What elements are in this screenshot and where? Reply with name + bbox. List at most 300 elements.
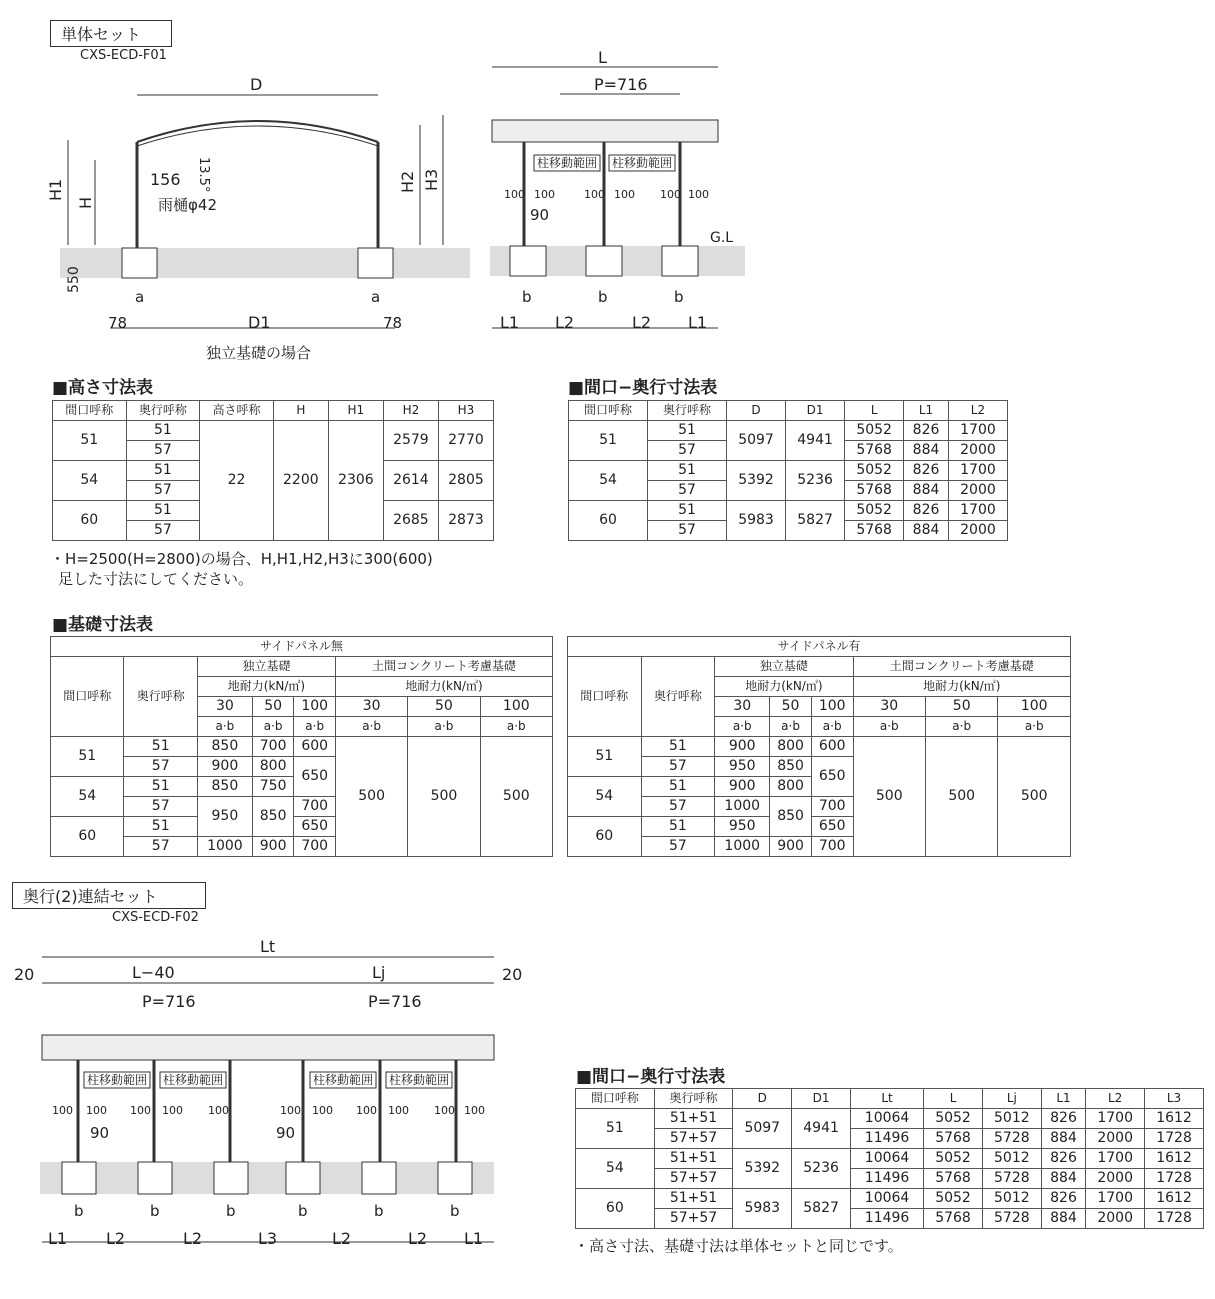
th: L xyxy=(924,1089,983,1109)
cell: 57+57 xyxy=(654,1169,733,1189)
cell: 750 xyxy=(252,777,294,797)
j-L2-4: L2 xyxy=(408,1229,428,1248)
hundred-2: 100 xyxy=(534,188,555,201)
dim-P: P=716 xyxy=(594,75,648,94)
cell: 57 xyxy=(641,797,715,817)
set1-label: 単体セット xyxy=(50,20,172,47)
cell: 60 xyxy=(569,501,648,541)
th: a·b xyxy=(998,717,1071,737)
th: 100 xyxy=(480,697,552,717)
cell: 1612 xyxy=(1145,1149,1204,1169)
cell: 850 xyxy=(197,777,252,797)
cell: 51 xyxy=(569,421,648,461)
cell: 5052 xyxy=(845,501,904,521)
cell: 5236 xyxy=(786,461,845,501)
th-H: H xyxy=(273,401,328,421)
th: L2 xyxy=(948,401,1007,421)
cell: 60 xyxy=(568,817,642,857)
cell: 51 xyxy=(124,817,197,837)
th: 奥行呼称 xyxy=(124,657,197,737)
cell: 51+51 xyxy=(654,1109,733,1129)
cell: 57 xyxy=(126,441,200,461)
th: a·b xyxy=(770,717,812,737)
cell: 5827 xyxy=(792,1189,851,1229)
th: a·b xyxy=(335,717,407,737)
cell: 60 xyxy=(53,501,127,541)
depth: 550 xyxy=(66,266,82,293)
j-b6: b xyxy=(450,1202,460,1220)
angle: 13.5° xyxy=(196,157,211,193)
th: a·b xyxy=(294,717,336,737)
cell: 5827 xyxy=(786,501,845,541)
cell: 950 xyxy=(715,817,770,837)
cell: 950 xyxy=(715,757,770,777)
th: 間口呼称 xyxy=(569,401,648,421)
cell: 51+51 xyxy=(654,1149,733,1169)
cell: 2685 xyxy=(383,501,438,541)
th: D xyxy=(733,1089,792,1109)
th: a·b xyxy=(925,717,997,737)
cell: 500 xyxy=(408,737,480,857)
cell: 57 xyxy=(124,837,197,857)
j-L2-1: L2 xyxy=(106,1229,126,1248)
th: 間口呼称 xyxy=(51,657,124,737)
j-ninety-1: 90 xyxy=(90,1124,110,1142)
cell: 51 xyxy=(648,461,727,481)
joint-dim-table xyxy=(575,1088,1204,1229)
th: D1 xyxy=(786,401,845,421)
th: Lt xyxy=(851,1089,924,1109)
th: 土間コンクリート考慮基礎 xyxy=(335,657,552,677)
cell: 51 xyxy=(641,777,715,797)
cell: 884 xyxy=(1041,1209,1086,1229)
cell: 884 xyxy=(904,521,949,541)
cell: 2306 xyxy=(328,421,383,541)
cell: 51 xyxy=(648,421,727,441)
cell: 5052 xyxy=(845,461,904,481)
cell: 11496 xyxy=(851,1169,924,1189)
cell: 1612 xyxy=(1145,1189,1204,1209)
cell: 60 xyxy=(576,1189,655,1229)
cell: 700 xyxy=(252,737,294,757)
cell: 826 xyxy=(1041,1149,1086,1169)
th: 30 xyxy=(335,697,407,717)
cell: 51 xyxy=(576,1109,655,1149)
L1-left: L1 xyxy=(500,313,520,332)
cell: 2000 xyxy=(1086,1209,1145,1229)
cell: 57 xyxy=(648,441,727,461)
height-table xyxy=(52,400,494,541)
hundred-6: 100 xyxy=(688,188,709,201)
cell: 826 xyxy=(904,461,949,481)
cell: 850 xyxy=(770,797,812,837)
cell: 950 xyxy=(197,797,252,837)
cell: 57 xyxy=(124,757,197,777)
gutter: 雨樋φ42 xyxy=(158,196,217,214)
cell: 57 xyxy=(641,757,715,777)
th: 50 xyxy=(408,697,480,717)
cell: 5052 xyxy=(924,1189,983,1209)
hundred-5: 100 xyxy=(660,188,681,201)
twenty-right: 20 xyxy=(502,965,523,984)
cell: 2000 xyxy=(948,441,1007,461)
cell: 54 xyxy=(569,461,648,501)
cell: 884 xyxy=(904,441,949,461)
cell: 600 xyxy=(811,737,853,757)
j-h7: 100 xyxy=(312,1104,333,1117)
cell: 500 xyxy=(925,737,997,857)
j-L2-3: L2 xyxy=(332,1229,352,1248)
j-h5: 100 xyxy=(208,1104,229,1117)
th: 地耐力(kN/㎡) xyxy=(853,677,1070,697)
cell: 5012 xyxy=(982,1149,1041,1169)
cell: 700 xyxy=(294,837,336,857)
b-1: b xyxy=(522,288,532,306)
cell: 54 xyxy=(568,777,642,817)
cell: 900 xyxy=(715,737,770,757)
j-h11: 100 xyxy=(464,1104,485,1117)
th: 独立基礎 xyxy=(715,657,853,677)
cell: 5983 xyxy=(733,1189,792,1229)
th: 地耐力(kN/㎡) xyxy=(335,677,552,697)
j-ninety-2: 90 xyxy=(276,1124,296,1142)
range-1: 柱移動範囲 xyxy=(537,156,598,170)
hundred-1: 100 xyxy=(504,188,525,201)
th: 30 xyxy=(715,697,770,717)
cell: 850 xyxy=(197,737,252,757)
j-h8: 100 xyxy=(356,1104,377,1117)
front-view-drawing xyxy=(480,50,750,350)
cell: 1000 xyxy=(715,797,770,817)
cell: 900 xyxy=(252,837,294,857)
height-note-1: ・H=2500(H=2800)の場合、H,H1,H2,H3に300(600) xyxy=(50,550,433,568)
L2-left: L2 xyxy=(555,313,575,332)
cell: 2770 xyxy=(438,421,493,461)
dim-H3: H3 xyxy=(422,168,441,191)
cell: 1700 xyxy=(948,421,1007,441)
dim-L40: L−40 xyxy=(132,963,175,982)
th: 30 xyxy=(853,697,925,717)
gl: G.L xyxy=(710,230,734,246)
height-note-2: 足した寸法にしてください。 xyxy=(58,570,254,588)
cell: 57 xyxy=(126,481,200,501)
cell: 826 xyxy=(1041,1109,1086,1129)
cell: 850 xyxy=(252,797,294,837)
th: 50 xyxy=(925,697,997,717)
th: a·b xyxy=(408,717,480,737)
set1-code: CXS-ECD-F01 xyxy=(80,48,167,63)
cell: 650 xyxy=(294,817,336,837)
cell: 700 xyxy=(811,797,853,817)
cell: 5012 xyxy=(982,1189,1041,1209)
dim-H2: H2 xyxy=(398,170,417,193)
cell: 5768 xyxy=(845,521,904,541)
cell: 5097 xyxy=(727,421,786,461)
cell: 884 xyxy=(904,481,949,501)
cell: 57 xyxy=(641,837,715,857)
j-range-4: 柱移動範囲 xyxy=(389,1073,450,1087)
th: 奥行呼称 xyxy=(648,401,727,421)
cell: 54 xyxy=(576,1149,655,1189)
th: a·b xyxy=(252,717,294,737)
dim-78-left: 78 xyxy=(108,314,128,332)
dim-Lt: Lt xyxy=(260,937,276,956)
j-range-3: 柱移動範囲 xyxy=(313,1073,374,1087)
cell: 4941 xyxy=(786,421,845,461)
th-width: 間口呼称 xyxy=(53,401,127,421)
cell: 54 xyxy=(51,777,124,817)
cell: 4941 xyxy=(792,1109,851,1149)
cell: 2000 xyxy=(1086,1169,1145,1189)
th: サイドパネル有 xyxy=(568,637,1071,657)
th: 30 xyxy=(197,697,252,717)
joint-table-title: ■間口−奥行寸法表 xyxy=(576,1067,726,1087)
cell: 5768 xyxy=(845,481,904,501)
dim-a-left: a xyxy=(135,288,145,306)
dim-a-right: a xyxy=(371,288,381,306)
th-height-code: 高さ呼称 xyxy=(200,401,274,421)
cell: 51 xyxy=(51,737,124,777)
j-h4: 100 xyxy=(162,1104,183,1117)
j-h6: 100 xyxy=(280,1104,301,1117)
set2-code: CXS-ECD-F02 xyxy=(112,910,199,925)
cell: 2873 xyxy=(438,501,493,541)
cell: 1700 xyxy=(1086,1109,1145,1129)
th: 独立基礎 xyxy=(197,657,335,677)
cell: 60 xyxy=(51,817,124,857)
th: L3 xyxy=(1145,1089,1204,1109)
cell: 11496 xyxy=(851,1209,924,1229)
cell: 5728 xyxy=(982,1209,1041,1229)
j-range-1: 柱移動範囲 xyxy=(87,1073,148,1087)
j-h9: 100 xyxy=(388,1104,409,1117)
th: 土間コンクリート考慮基礎 xyxy=(853,657,1070,677)
dim-table xyxy=(568,400,1008,541)
cell: 5236 xyxy=(792,1149,851,1189)
cell: 5052 xyxy=(924,1109,983,1129)
j-h3: 100 xyxy=(130,1104,151,1117)
th: a·b xyxy=(197,717,252,737)
th: D1 xyxy=(792,1089,851,1109)
height-table-title: ■高さ寸法表 xyxy=(52,378,154,398)
cell: 800 xyxy=(770,777,812,797)
cell: 51 xyxy=(568,737,642,777)
dim-Lj: Lj xyxy=(372,963,386,982)
th: a·b xyxy=(811,717,853,737)
j-h10: 100 xyxy=(434,1104,455,1117)
cell: 1700 xyxy=(948,501,1007,521)
gutter-offset: 156 xyxy=(150,170,181,189)
th: a·b xyxy=(853,717,925,737)
cell: 51 xyxy=(126,501,200,521)
cell: 826 xyxy=(904,501,949,521)
cell: 5983 xyxy=(727,501,786,541)
cell: 500 xyxy=(998,737,1071,857)
th-H2: H2 xyxy=(383,401,438,421)
cell: 5392 xyxy=(733,1149,792,1189)
dim-D: D xyxy=(250,75,263,94)
cell: 5768 xyxy=(924,1209,983,1229)
cell: 700 xyxy=(811,837,853,857)
cell: 500 xyxy=(480,737,552,857)
th: 50 xyxy=(770,697,812,717)
th: Lj xyxy=(982,1089,1041,1109)
dim-H: H xyxy=(76,196,95,209)
cell: 51 xyxy=(648,501,727,521)
hundred-3: 100 xyxy=(584,188,605,201)
set2-label: 奥行(2)連結セット xyxy=(12,882,206,909)
cell: 57 xyxy=(648,481,727,501)
j-h1: 100 xyxy=(52,1104,73,1117)
th: L xyxy=(845,401,904,421)
j-b1: b xyxy=(74,1202,84,1220)
th: 100 xyxy=(294,697,336,717)
cell: 1700 xyxy=(1086,1189,1145,1209)
hundred-4: 100 xyxy=(614,188,635,201)
cell: 2000 xyxy=(948,521,1007,541)
cell: 5097 xyxy=(733,1109,792,1149)
dim-P-right: P=716 xyxy=(368,992,422,1011)
twenty-left: 20 xyxy=(14,965,35,984)
foundation-table-no-panel xyxy=(50,636,553,857)
cell: 2614 xyxy=(383,461,438,501)
cell: 1000 xyxy=(715,837,770,857)
cell: 500 xyxy=(335,737,407,857)
cell: 10064 xyxy=(851,1149,924,1169)
cell: 650 xyxy=(811,757,853,797)
cell: 51 xyxy=(641,817,715,837)
th: 奥行呼称 xyxy=(654,1089,733,1109)
cell: 500 xyxy=(853,737,925,857)
caption: 独立基礎の場合 xyxy=(206,344,312,362)
range-2: 柱移動範囲 xyxy=(612,156,673,170)
cell: 1728 xyxy=(1145,1169,1204,1189)
cell: 884 xyxy=(1041,1129,1086,1149)
cell: 57 xyxy=(126,521,200,541)
cell: 57 xyxy=(648,521,727,541)
th: 100 xyxy=(998,697,1071,717)
cell: 5012 xyxy=(982,1109,1041,1129)
cell: 2579 xyxy=(383,421,438,461)
j-L1-right: L1 xyxy=(464,1229,484,1248)
cell: 5768 xyxy=(845,441,904,461)
th: L2 xyxy=(1086,1089,1145,1109)
dim-table-title: ■間口−奥行寸法表 xyxy=(568,378,718,398)
cell: 1700 xyxy=(1086,1149,1145,1169)
j-L1-left: L1 xyxy=(48,1229,68,1248)
j-b2: b xyxy=(150,1202,160,1220)
b-3: b xyxy=(674,288,684,306)
th: 50 xyxy=(252,697,294,717)
foundation-title: ■基礎寸法表 xyxy=(52,615,154,635)
th: 奥行呼称 xyxy=(641,657,715,737)
cell: 1728 xyxy=(1145,1209,1204,1229)
th: サイドパネル無 xyxy=(51,637,553,657)
cell: 884 xyxy=(1041,1169,1086,1189)
cell: 5392 xyxy=(727,461,786,501)
b-2: b xyxy=(598,288,608,306)
j-L2-2: L2 xyxy=(183,1229,203,1248)
cell: 57+57 xyxy=(654,1209,733,1229)
cell: 5052 xyxy=(845,421,904,441)
cell: 51 xyxy=(53,421,127,461)
cell: 5768 xyxy=(924,1169,983,1189)
cell: 650 xyxy=(294,757,336,797)
cell: 5052 xyxy=(924,1149,983,1169)
cell: 2000 xyxy=(948,481,1007,501)
cell: 900 xyxy=(197,757,252,777)
joint-view-drawing xyxy=(0,930,540,1260)
cell: 57+57 xyxy=(654,1129,733,1149)
th: L1 xyxy=(904,401,949,421)
cell: 51+51 xyxy=(654,1189,733,1209)
foundation-table-with-panel xyxy=(567,636,1071,857)
cell: 900 xyxy=(770,837,812,857)
cell: 57 xyxy=(124,797,197,817)
cell: 900 xyxy=(715,777,770,797)
j-b5: b xyxy=(374,1202,384,1220)
cell: 2805 xyxy=(438,461,493,501)
j-L3: L3 xyxy=(258,1229,278,1248)
th-depth: 奥行呼称 xyxy=(126,401,200,421)
cell: 51 xyxy=(124,777,197,797)
cell: 700 xyxy=(294,797,336,817)
cell: 10064 xyxy=(851,1109,924,1129)
cell: 800 xyxy=(252,757,294,777)
j-range-2: 柱移動範囲 xyxy=(163,1073,224,1087)
cell: 650 xyxy=(811,817,853,837)
cell: 600 xyxy=(294,737,336,757)
L1-right: L1 xyxy=(688,313,708,332)
th: 100 xyxy=(811,697,853,717)
cell: 826 xyxy=(904,421,949,441)
cell: 800 xyxy=(770,737,812,757)
cell: 51 xyxy=(641,737,715,757)
cell: 54 xyxy=(53,461,127,501)
dim-D1: D1 xyxy=(248,313,271,332)
cell: 2200 xyxy=(273,421,328,541)
th: 間口呼称 xyxy=(568,657,642,737)
th: 地耐力(kN/㎡) xyxy=(197,677,335,697)
th: 間口呼称 xyxy=(576,1089,655,1109)
cell: 1612 xyxy=(1145,1109,1204,1129)
cell: 2000 xyxy=(1086,1129,1145,1149)
cell: 826 xyxy=(1041,1189,1086,1209)
cell: 5728 xyxy=(982,1129,1041,1149)
joint-note: ・高さ寸法、基礎寸法は単体セットと同じです。 xyxy=(574,1237,903,1255)
cell: 1700 xyxy=(948,461,1007,481)
th: 地耐力(kN/㎡) xyxy=(715,677,853,697)
th-H3: H3 xyxy=(438,401,493,421)
cell: 10064 xyxy=(851,1189,924,1209)
cell: 11496 xyxy=(851,1129,924,1149)
ninety: 90 xyxy=(530,206,550,224)
j-b4: b xyxy=(298,1202,308,1220)
th-H1: H1 xyxy=(328,401,383,421)
cell: 5768 xyxy=(924,1129,983,1149)
cell: 1000 xyxy=(197,837,252,857)
cell: 22 xyxy=(200,421,274,541)
side-view-drawing xyxy=(0,60,480,370)
cell: 51 xyxy=(126,421,200,441)
dim-L: L xyxy=(598,50,607,67)
j-h2: 100 xyxy=(86,1104,107,1117)
cell: 850 xyxy=(770,757,812,777)
cell: 5728 xyxy=(982,1169,1041,1189)
cell: 51 xyxy=(124,737,197,757)
th: D xyxy=(727,401,786,421)
dim-P-left: P=716 xyxy=(142,992,196,1011)
